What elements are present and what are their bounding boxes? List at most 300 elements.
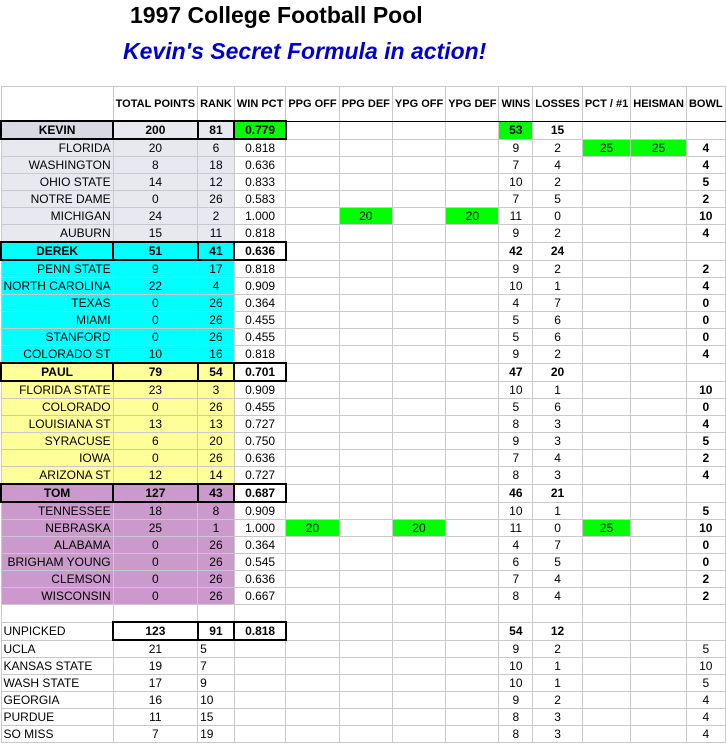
team-name[interactable]: NEBRASKA bbox=[1, 520, 113, 537]
team-losses[interactable]: 4 bbox=[533, 157, 583, 174]
empty-cell[interactable] bbox=[686, 363, 725, 381]
team-points[interactable]: 9 bbox=[113, 260, 197, 278]
team-losses[interactable]: 5 bbox=[533, 191, 583, 208]
team-pct-1[interactable] bbox=[582, 157, 630, 174]
team-wins[interactable]: 5 bbox=[499, 329, 533, 346]
team-ppg-off[interactable] bbox=[286, 537, 339, 554]
team-ypg-def[interactable] bbox=[446, 433, 499, 450]
team-wins[interactable]: 9 bbox=[499, 433, 533, 450]
team-ppg-def[interactable] bbox=[339, 416, 392, 433]
team-name[interactable]: PENN STATE bbox=[1, 260, 113, 278]
team-losses[interactable]: 2 bbox=[533, 174, 583, 191]
team-ppg-off[interactable] bbox=[286, 208, 339, 225]
team-ppg-off[interactable] bbox=[286, 329, 339, 346]
team-bowl[interactable]: 5 bbox=[686, 640, 725, 658]
player-losses[interactable]: 15 bbox=[533, 121, 583, 139]
empty-cell[interactable] bbox=[446, 242, 499, 260]
team-ypg-off[interactable] bbox=[392, 450, 445, 467]
team-ypg-def[interactable] bbox=[446, 520, 499, 537]
team-win-pct[interactable]: 0.455 bbox=[234, 312, 285, 329]
team-ypg-off[interactable] bbox=[392, 537, 445, 554]
team-ppg-def[interactable] bbox=[339, 554, 392, 571]
team-losses[interactable]: 4 bbox=[533, 588, 583, 605]
team-win-pct[interactable]: 0.364 bbox=[234, 295, 285, 312]
team-ypg-def[interactable] bbox=[446, 416, 499, 433]
empty-cell[interactable] bbox=[392, 658, 445, 675]
team-ypg-off[interactable] bbox=[392, 312, 445, 329]
team-ppg-def[interactable] bbox=[339, 278, 392, 295]
team-name[interactable]: STANFORD bbox=[1, 329, 113, 346]
team-rank[interactable]: 26 bbox=[198, 329, 235, 346]
player-name[interactable]: PAUL bbox=[1, 363, 113, 381]
team-ppg-off[interactable] bbox=[286, 295, 339, 312]
team-name[interactable]: KANSAS STATE bbox=[1, 658, 113, 675]
team-bowl[interactable]: 0 bbox=[686, 399, 725, 416]
team-name[interactable]: SYRACUSE bbox=[1, 433, 113, 450]
team-name[interactable]: FLORIDA STATE bbox=[1, 381, 113, 399]
team-name[interactable]: MIAMI bbox=[1, 312, 113, 329]
team-ppg-def[interactable] bbox=[339, 450, 392, 467]
team-ypg-off[interactable] bbox=[392, 433, 445, 450]
team-ypg-off[interactable] bbox=[392, 554, 445, 571]
empty-cell[interactable] bbox=[286, 622, 339, 640]
empty-cell[interactable] bbox=[286, 709, 339, 726]
team-ppg-def[interactable] bbox=[339, 295, 392, 312]
team-ppg-off[interactable] bbox=[286, 225, 339, 243]
empty-cell[interactable] bbox=[631, 709, 687, 726]
team-ppg-off[interactable]: 20 bbox=[286, 520, 339, 537]
team-ypg-def[interactable] bbox=[446, 157, 499, 174]
team-ypg-def[interactable] bbox=[446, 295, 499, 312]
team-heisman[interactable] bbox=[631, 157, 687, 174]
empty-cell[interactable] bbox=[339, 709, 392, 726]
team-ppg-def[interactable] bbox=[339, 157, 392, 174]
team-pct-1[interactable] bbox=[582, 571, 630, 588]
team-pct-1[interactable]: 25 bbox=[582, 520, 630, 537]
team-win-pct[interactable]: 0.455 bbox=[234, 329, 285, 346]
team-win-pct[interactable]: 0.909 bbox=[234, 502, 285, 520]
team-rank[interactable]: 26 bbox=[198, 399, 235, 416]
empty-cell[interactable] bbox=[446, 363, 499, 381]
team-rank[interactable]: 7 bbox=[198, 658, 235, 675]
empty-cell[interactable] bbox=[339, 242, 392, 260]
team-ppg-off[interactable] bbox=[286, 346, 339, 364]
team-pct-1[interactable] bbox=[582, 191, 630, 208]
team-heisman[interactable] bbox=[631, 537, 687, 554]
team-ppg-def[interactable] bbox=[339, 174, 392, 191]
team-name[interactable]: WASH STATE bbox=[1, 675, 113, 692]
team-wins[interactable]: 10 bbox=[499, 381, 533, 399]
team-heisman[interactable] bbox=[631, 467, 687, 485]
header-ypg-def[interactable]: YPG DEF bbox=[446, 87, 499, 122]
team-points[interactable]: 25 bbox=[113, 520, 197, 537]
team-ppg-def[interactable] bbox=[339, 467, 392, 485]
team-win-pct[interactable]: 0.909 bbox=[234, 278, 285, 295]
team-ppg-def[interactable] bbox=[339, 329, 392, 346]
team-ppg-off[interactable] bbox=[286, 381, 339, 399]
empty-cell[interactable] bbox=[446, 605, 499, 623]
team-bowl[interactable]: 10 bbox=[686, 520, 725, 537]
team-ppg-def[interactable] bbox=[339, 433, 392, 450]
player-wins[interactable]: 46 bbox=[499, 484, 533, 502]
empty-cell[interactable] bbox=[631, 484, 687, 502]
empty-cell[interactable] bbox=[339, 363, 392, 381]
team-ppg-off[interactable] bbox=[286, 416, 339, 433]
team-losses[interactable]: 1 bbox=[533, 278, 583, 295]
team-wins[interactable]: 9 bbox=[499, 692, 533, 709]
team-win-pct[interactable]: 0.818 bbox=[234, 225, 285, 243]
team-rank[interactable]: 20 bbox=[198, 433, 235, 450]
team-heisman[interactable] bbox=[631, 174, 687, 191]
team-heisman[interactable] bbox=[631, 346, 687, 364]
header-ppg-def[interactable]: PPG DEF bbox=[339, 87, 392, 122]
team-ppg-def[interactable] bbox=[339, 381, 392, 399]
team-ypg-def[interactable] bbox=[446, 450, 499, 467]
empty-cell[interactable] bbox=[339, 121, 392, 139]
team-wins[interactable]: 10 bbox=[499, 502, 533, 520]
team-points[interactable]: 0 bbox=[113, 571, 197, 588]
team-losses[interactable]: 5 bbox=[533, 554, 583, 571]
team-points[interactable]: 23 bbox=[113, 381, 197, 399]
empty-cell[interactable] bbox=[286, 640, 339, 658]
team-rank[interactable]: 13 bbox=[198, 416, 235, 433]
team-heisman[interactable] bbox=[631, 433, 687, 450]
team-bowl[interactable]: 10 bbox=[686, 381, 725, 399]
empty-cell[interactable] bbox=[686, 484, 725, 502]
team-losses[interactable]: 0 bbox=[533, 208, 583, 225]
empty-cell[interactable] bbox=[582, 726, 630, 743]
team-name[interactable]: NORTH CAROLINA bbox=[1, 278, 113, 295]
team-losses[interactable]: 7 bbox=[533, 537, 583, 554]
team-ypg-off[interactable] bbox=[392, 571, 445, 588]
team-wins[interactable]: 9 bbox=[499, 640, 533, 658]
team-losses[interactable]: 3 bbox=[533, 467, 583, 485]
empty-cell[interactable] bbox=[446, 640, 499, 658]
empty-cell[interactable] bbox=[446, 121, 499, 139]
team-ypg-off[interactable] bbox=[392, 174, 445, 191]
empty-cell[interactable] bbox=[631, 121, 687, 139]
team-win-pct[interactable]: 1.000 bbox=[234, 520, 285, 537]
team-losses[interactable]: 1 bbox=[533, 675, 583, 692]
team-losses[interactable]: 3 bbox=[533, 726, 583, 743]
team-name[interactable]: GEORGIA bbox=[1, 692, 113, 709]
team-ppg-off[interactable] bbox=[286, 260, 339, 278]
team-bowl[interactable]: 5 bbox=[686, 675, 725, 692]
team-pct-1[interactable] bbox=[582, 433, 630, 450]
team-ypg-def[interactable] bbox=[446, 554, 499, 571]
team-heisman[interactable] bbox=[631, 329, 687, 346]
team-wins[interactable]: 11 bbox=[499, 208, 533, 225]
team-ppg-off[interactable] bbox=[286, 278, 339, 295]
team-heisman[interactable]: 25 bbox=[631, 139, 687, 157]
team-ypg-def[interactable] bbox=[446, 571, 499, 588]
empty-cell[interactable] bbox=[686, 622, 725, 640]
team-rank[interactable]: 2 bbox=[198, 208, 235, 225]
team-points[interactable]: 0 bbox=[113, 191, 197, 208]
team-bowl[interactable]: 10 bbox=[686, 658, 725, 675]
team-ppg-def[interactable] bbox=[339, 588, 392, 605]
team-ypg-def[interactable] bbox=[446, 502, 499, 520]
team-losses[interactable]: 0 bbox=[533, 520, 583, 537]
team-name[interactable]: TENNESSEE bbox=[1, 502, 113, 520]
team-losses[interactable]: 3 bbox=[533, 433, 583, 450]
empty-cell[interactable] bbox=[631, 692, 687, 709]
team-name[interactable]: MICHIGAN bbox=[1, 208, 113, 225]
empty-cell[interactable] bbox=[582, 658, 630, 675]
unpicked-rank[interactable]: 91 bbox=[198, 622, 235, 640]
team-ppg-off[interactable] bbox=[286, 554, 339, 571]
empty-cell[interactable] bbox=[582, 363, 630, 381]
team-rank[interactable]: 26 bbox=[198, 537, 235, 554]
team-heisman[interactable] bbox=[631, 191, 687, 208]
team-ppg-def[interactable] bbox=[339, 225, 392, 243]
team-points[interactable]: 18 bbox=[113, 502, 197, 520]
team-ypg-off[interactable] bbox=[392, 295, 445, 312]
team-wins[interactable]: 5 bbox=[499, 312, 533, 329]
empty-cell[interactable] bbox=[582, 242, 630, 260]
team-ppg-off[interactable] bbox=[286, 502, 339, 520]
team-bowl[interactable]: 4 bbox=[686, 139, 725, 157]
team-pct-1[interactable] bbox=[582, 312, 630, 329]
team-points[interactable]: 0 bbox=[113, 329, 197, 346]
player-win-pct[interactable]: 0.779 bbox=[234, 121, 285, 139]
team-rank[interactable]: 12 bbox=[198, 174, 235, 191]
team-ypg-def[interactable] bbox=[446, 346, 499, 364]
header-ypg-off[interactable]: YPG OFF bbox=[392, 87, 445, 122]
empty-cell[interactable] bbox=[446, 622, 499, 640]
unpicked-wins[interactable]: 54 bbox=[499, 622, 533, 640]
team-ypg-off[interactable] bbox=[392, 139, 445, 157]
empty-cell[interactable] bbox=[631, 640, 687, 658]
team-wins[interactable]: 10 bbox=[499, 278, 533, 295]
team-name[interactable]: ALABAMA bbox=[1, 537, 113, 554]
team-name[interactable]: ARIZONA ST bbox=[1, 467, 113, 485]
empty-cell[interactable] bbox=[286, 242, 339, 260]
team-heisman[interactable] bbox=[631, 381, 687, 399]
empty-cell[interactable] bbox=[446, 726, 499, 743]
team-heisman[interactable] bbox=[631, 416, 687, 433]
team-bowl[interactable]: 2 bbox=[686, 588, 725, 605]
team-heisman[interactable] bbox=[631, 225, 687, 243]
empty-cell[interactable] bbox=[198, 605, 235, 623]
team-ypg-off[interactable] bbox=[392, 416, 445, 433]
team-points[interactable]: 20 bbox=[113, 139, 197, 157]
team-heisman[interactable] bbox=[631, 450, 687, 467]
empty-cell[interactable] bbox=[392, 640, 445, 658]
team-win-pct[interactable]: 1.000 bbox=[234, 208, 285, 225]
team-points[interactable]: 0 bbox=[113, 312, 197, 329]
team-losses[interactable]: 2 bbox=[533, 225, 583, 243]
team-wins[interactable]: 6 bbox=[499, 554, 533, 571]
empty-cell[interactable] bbox=[339, 726, 392, 743]
team-win-pct[interactable]: 0.636 bbox=[234, 450, 285, 467]
header-losses[interactable]: LOSSES bbox=[533, 87, 583, 122]
team-losses[interactable]: 4 bbox=[533, 450, 583, 467]
team-name[interactable]: IOWA bbox=[1, 450, 113, 467]
team-wins[interactable]: 10 bbox=[499, 658, 533, 675]
team-pct-1[interactable] bbox=[582, 346, 630, 364]
team-win-pct[interactable]: 0.833 bbox=[234, 174, 285, 191]
team-points[interactable]: 15 bbox=[113, 225, 197, 243]
team-win-pct[interactable]: 0.636 bbox=[234, 571, 285, 588]
team-pct-1[interactable] bbox=[582, 502, 630, 520]
team-bowl[interactable]: 10 bbox=[686, 208, 725, 225]
team-pct-1[interactable] bbox=[582, 174, 630, 191]
empty-cell[interactable] bbox=[234, 675, 285, 692]
team-heisman[interactable] bbox=[631, 520, 687, 537]
team-bowl[interactable]: 4 bbox=[686, 278, 725, 295]
team-losses[interactable]: 2 bbox=[533, 139, 583, 157]
team-ppg-off[interactable] bbox=[286, 450, 339, 467]
player-wins[interactable]: 53 bbox=[499, 121, 533, 139]
empty-cell[interactable] bbox=[392, 242, 445, 260]
player-total-points[interactable]: 51 bbox=[113, 242, 197, 260]
team-points[interactable]: 16 bbox=[113, 692, 197, 709]
empty-cell[interactable] bbox=[286, 605, 339, 623]
empty-cell[interactable] bbox=[582, 484, 630, 502]
team-points[interactable]: 6 bbox=[113, 433, 197, 450]
team-losses[interactable]: 7 bbox=[533, 295, 583, 312]
empty-cell[interactable] bbox=[446, 658, 499, 675]
header-wins[interactable]: WINS bbox=[499, 87, 533, 122]
team-name[interactable]: COLORADO ST bbox=[1, 346, 113, 364]
team-points[interactable]: 0 bbox=[113, 450, 197, 467]
team-pct-1[interactable]: 25 bbox=[582, 139, 630, 157]
team-wins[interactable]: 8 bbox=[499, 726, 533, 743]
empty-cell[interactable] bbox=[582, 709, 630, 726]
team-win-pct[interactable]: 0.636 bbox=[234, 157, 285, 174]
team-losses[interactable]: 1 bbox=[533, 381, 583, 399]
empty-cell[interactable] bbox=[286, 658, 339, 675]
team-ypg-def[interactable] bbox=[446, 381, 499, 399]
team-ypg-off[interactable] bbox=[392, 399, 445, 416]
empty-cell[interactable] bbox=[582, 692, 630, 709]
team-pct-1[interactable] bbox=[582, 467, 630, 485]
team-losses[interactable]: 1 bbox=[533, 658, 583, 675]
team-points[interactable]: 0 bbox=[113, 399, 197, 416]
team-ppg-def[interactable] bbox=[339, 399, 392, 416]
team-points[interactable]: 0 bbox=[113, 588, 197, 605]
team-pct-1[interactable] bbox=[582, 537, 630, 554]
team-wins[interactable]: 7 bbox=[499, 450, 533, 467]
empty-cell[interactable] bbox=[234, 605, 285, 623]
team-pct-1[interactable] bbox=[582, 450, 630, 467]
team-name[interactable]: NOTRE DAME bbox=[1, 191, 113, 208]
empty-cell[interactable] bbox=[339, 484, 392, 502]
team-ppg-off[interactable] bbox=[286, 433, 339, 450]
empty-cell[interactable] bbox=[286, 121, 339, 139]
player-name[interactable]: DEREK bbox=[1, 242, 113, 260]
team-points[interactable]: 21 bbox=[113, 640, 197, 658]
unpicked-label[interactable]: UNPICKED bbox=[1, 622, 113, 640]
empty-cell[interactable] bbox=[686, 242, 725, 260]
team-losses[interactable]: 1 bbox=[533, 502, 583, 520]
team-losses[interactable]: 4 bbox=[533, 571, 583, 588]
team-bowl[interactable]: 4 bbox=[686, 416, 725, 433]
team-heisman[interactable] bbox=[631, 554, 687, 571]
empty-cell[interactable] bbox=[286, 484, 339, 502]
player-losses[interactable]: 24 bbox=[533, 242, 583, 260]
team-wins[interactable]: 8 bbox=[499, 588, 533, 605]
team-ppg-def[interactable] bbox=[339, 312, 392, 329]
team-bowl[interactable]: 0 bbox=[686, 312, 725, 329]
team-win-pct[interactable]: 0.545 bbox=[234, 554, 285, 571]
header-win-pct[interactable]: WIN PCT bbox=[234, 87, 285, 122]
team-rank[interactable]: 11 bbox=[198, 225, 235, 243]
unpicked-win-pct[interactable]: 0.818 bbox=[234, 622, 285, 640]
team-pct-1[interactable] bbox=[582, 295, 630, 312]
team-points[interactable]: 8 bbox=[113, 157, 197, 174]
team-ypg-def[interactable]: 20 bbox=[446, 208, 499, 225]
team-heisman[interactable] bbox=[631, 502, 687, 520]
team-wins[interactable]: 9 bbox=[499, 260, 533, 278]
team-ppg-def[interactable] bbox=[339, 191, 392, 208]
team-rank[interactable]: 26 bbox=[198, 312, 235, 329]
team-bowl[interactable]: 2 bbox=[686, 191, 725, 208]
team-pct-1[interactable] bbox=[582, 260, 630, 278]
empty-cell[interactable] bbox=[631, 363, 687, 381]
team-win-pct[interactable]: 0.667 bbox=[234, 588, 285, 605]
team-win-pct[interactable]: 0.583 bbox=[234, 191, 285, 208]
team-points[interactable]: 13 bbox=[113, 416, 197, 433]
empty-cell[interactable] bbox=[582, 605, 630, 623]
team-ypg-def[interactable] bbox=[446, 225, 499, 243]
team-ypg-off[interactable] bbox=[392, 502, 445, 520]
team-rank[interactable]: 26 bbox=[198, 571, 235, 588]
team-bowl[interactable]: 5 bbox=[686, 502, 725, 520]
team-name[interactable]: AUBURN bbox=[1, 225, 113, 243]
team-bowl[interactable]: 0 bbox=[686, 537, 725, 554]
empty-cell[interactable] bbox=[234, 709, 285, 726]
team-wins[interactable]: 4 bbox=[499, 295, 533, 312]
empty-cell[interactable] bbox=[582, 121, 630, 139]
empty-cell[interactable] bbox=[286, 675, 339, 692]
team-wins[interactable]: 8 bbox=[499, 467, 533, 485]
empty-cell[interactable] bbox=[286, 726, 339, 743]
team-bowl[interactable]: 4 bbox=[686, 726, 725, 743]
team-points[interactable]: 0 bbox=[113, 554, 197, 571]
empty-cell[interactable] bbox=[446, 675, 499, 692]
team-bowl[interactable]: 5 bbox=[686, 174, 725, 191]
team-heisman[interactable] bbox=[631, 312, 687, 329]
empty-cell[interactable] bbox=[582, 640, 630, 658]
team-points[interactable]: 19 bbox=[113, 658, 197, 675]
team-rank[interactable]: 17 bbox=[198, 260, 235, 278]
empty-cell[interactable] bbox=[582, 622, 630, 640]
team-points[interactable]: 0 bbox=[113, 537, 197, 554]
team-ypg-off[interactable] bbox=[392, 588, 445, 605]
team-rank[interactable]: 18 bbox=[198, 157, 235, 174]
team-win-pct[interactable]: 0.818 bbox=[234, 260, 285, 278]
team-ppg-off[interactable] bbox=[286, 312, 339, 329]
empty-cell[interactable] bbox=[533, 605, 583, 623]
team-ppg-def[interactable] bbox=[339, 346, 392, 364]
team-rank[interactable]: 19 bbox=[198, 726, 235, 743]
team-ypg-off[interactable] bbox=[392, 260, 445, 278]
team-ypg-def[interactable] bbox=[446, 139, 499, 157]
empty-cell[interactable] bbox=[392, 622, 445, 640]
team-ppg-off[interactable] bbox=[286, 174, 339, 191]
team-heisman[interactable] bbox=[631, 295, 687, 312]
empty-cell[interactable] bbox=[339, 658, 392, 675]
player-rank[interactable]: 43 bbox=[198, 484, 235, 502]
team-ppg-off[interactable] bbox=[286, 157, 339, 174]
empty-cell[interactable] bbox=[631, 675, 687, 692]
team-ypg-def[interactable] bbox=[446, 467, 499, 485]
empty-cell[interactable] bbox=[392, 709, 445, 726]
empty-cell[interactable] bbox=[631, 605, 687, 623]
team-ppg-off[interactable] bbox=[286, 139, 339, 157]
